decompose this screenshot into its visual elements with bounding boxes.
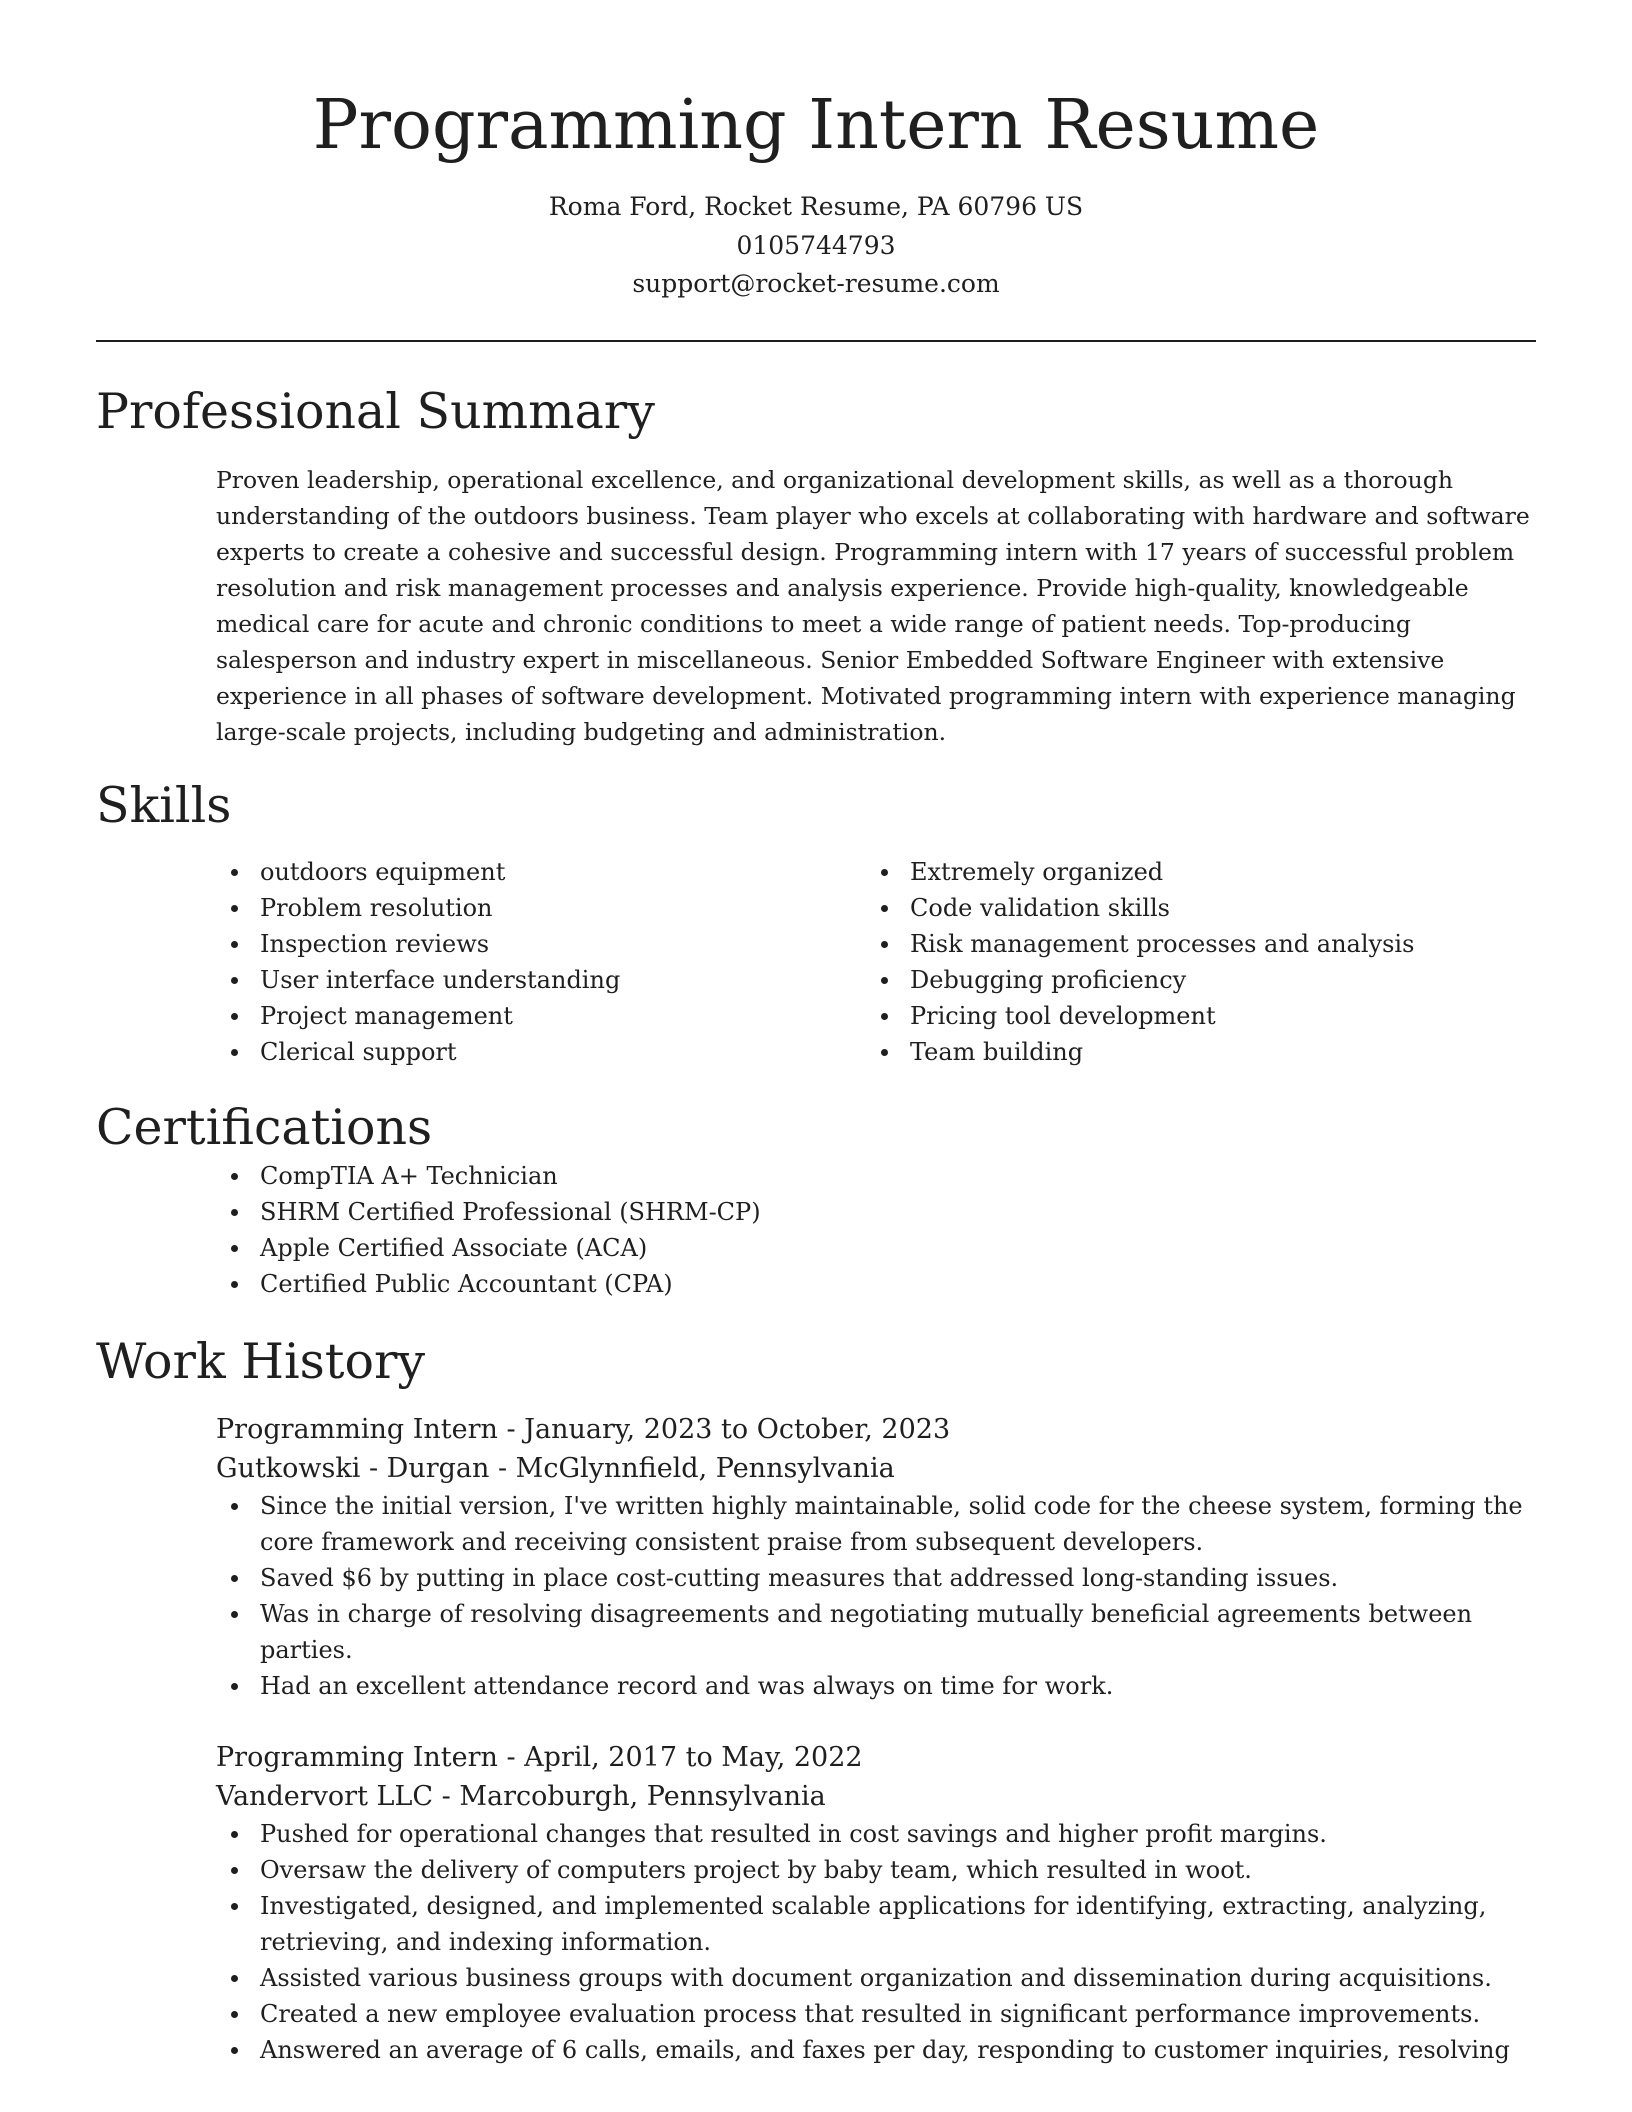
- skill-item: Debugging proficiency: [866, 962, 1516, 998]
- contact-info: [96, 188, 1536, 304]
- contact-address: Roma Ford, Rocket Resume, PA 60796 US: [548, 192, 1084, 221]
- job-entry: [216, 1410, 1536, 1704]
- job-bullet: Saved $6 by putting in place cost-cutting measures that addressed long-standing issues.: [216, 1560, 1546, 1596]
- summary-section: [216, 462, 1536, 750]
- job-entry: [216, 1738, 1536, 2068]
- skill-item: Inspection reviews: [216, 926, 866, 962]
- summary-text: Proven leadership, operational excellence, and organizational development skills, as well as a thorough understanding of the outdoors business. Team player who excels at collaborating with hardware and software experts to create a cohesive and successful design. Programming intern with 17 years of successful problem resolution and risk management processes and analysis experience. Provide high-quality, knowledgeable medical care for acute and chronic conditions to meet a wide range of patient needs. Top-producing salesperson and industry expert in miscellaneous. Senior Embedded Software Engineer with extensive experience in all phases of software development. Motivated programming intern with experience managing large-scale projects, including budgeting and administration.: [216, 465, 1530, 746]
- skill-item: User interface understanding: [216, 962, 866, 998]
- job-company-line: Vandervort LLC - Marcoburgh, Pennsylvania: [216, 1780, 826, 1812]
- certification-item: Apple Certified Associate (ACA): [216, 1230, 1536, 1266]
- job-bullet: Was in charge of resolving disagreements and negotiating mutually beneficial agreements between parties.: [216, 1596, 1546, 1668]
- skill-item: Clerical support: [216, 1034, 866, 1070]
- resume-page: [96, 0, 1536, 2068]
- certifications-heading: Certifications: [96, 1098, 433, 1156]
- certification-item: Certified Public Accountant (CPA): [216, 1266, 1536, 1302]
- certification-item: CompTIA A+ Technician: [216, 1158, 1536, 1194]
- certifications-section: [216, 1158, 1536, 1302]
- job-bullets: [216, 1816, 1546, 2068]
- work-history-heading: Work History: [96, 1332, 426, 1390]
- skill-item: Project management: [216, 998, 866, 1034]
- resume-title: Programming Intern Resume: [312, 86, 1320, 165]
- skills-section: [216, 854, 1536, 1070]
- job-bullets: [216, 1488, 1546, 1704]
- header-divider: [96, 340, 1536, 342]
- contact-email: support@rocket-resume.com: [632, 269, 1000, 298]
- skill-item: outdoors equipment: [216, 854, 866, 890]
- work-history-section: [216, 1410, 1536, 2068]
- job-title-line: Programming Intern - January, 2023 to October, 2023: [216, 1413, 951, 1445]
- skills-left-list: [216, 854, 866, 1070]
- job-bullet: Pushed for operational changes that resulted in cost savings and higher profit margins.: [216, 1816, 1546, 1852]
- job-bullet: Answered an average of 6 calls, emails, and faxes per day, responding to customer inquiries, resolving: [216, 2032, 1546, 2068]
- job-company-line: Gutkowski - Durgan - McGlynnfield, Pennsylvania: [216, 1452, 895, 1484]
- job-bullet: Since the initial version, I've written highly maintainable, solid code for the cheese system, forming the core framework and receiving consistent praise from subsequent developers.: [216, 1488, 1546, 1560]
- job-bullet: Had an excellent attendance record and was always on time for work.: [216, 1668, 1546, 1704]
- skill-item: Team building: [866, 1034, 1516, 1070]
- job-bullet: Oversaw the delivery of computers project by baby team, which resulted in woot.: [216, 1852, 1546, 1888]
- job-bullet: Investigated, designed, and implemented scalable applications for identifying, extracting, analyzing, retrieving, and indexing information.: [216, 1888, 1546, 1960]
- job-title-line: Programming Intern - April, 2017 to May, 2022: [216, 1741, 863, 1773]
- skill-item: Extremely organized: [866, 854, 1516, 890]
- contact-phone: 0105744793: [736, 230, 896, 260]
- skills-heading: Skills: [96, 776, 232, 834]
- certification-item: SHRM Certified Professional (SHRM-CP): [216, 1194, 1536, 1230]
- skill-item: Pricing tool development: [866, 998, 1516, 1034]
- summary-heading: Professional Summary: [96, 382, 655, 440]
- job-bullet: Assisted various business groups with document organization and dissemination during acquisitions.: [216, 1960, 1546, 1996]
- skill-item: Code validation skills: [866, 890, 1516, 926]
- resume-header: [96, 0, 1536, 304]
- job-bullet: Created a new employee evaluation process that resulted in significant performance improvements.: [216, 1996, 1546, 2032]
- skills-grid: [216, 854, 1536, 1070]
- skill-item: Problem resolution: [216, 890, 866, 926]
- certifications-list: [216, 1158, 1536, 1302]
- skill-item: Risk management processes and analysis: [866, 926, 1516, 962]
- skills-right-list: [866, 854, 1516, 1070]
